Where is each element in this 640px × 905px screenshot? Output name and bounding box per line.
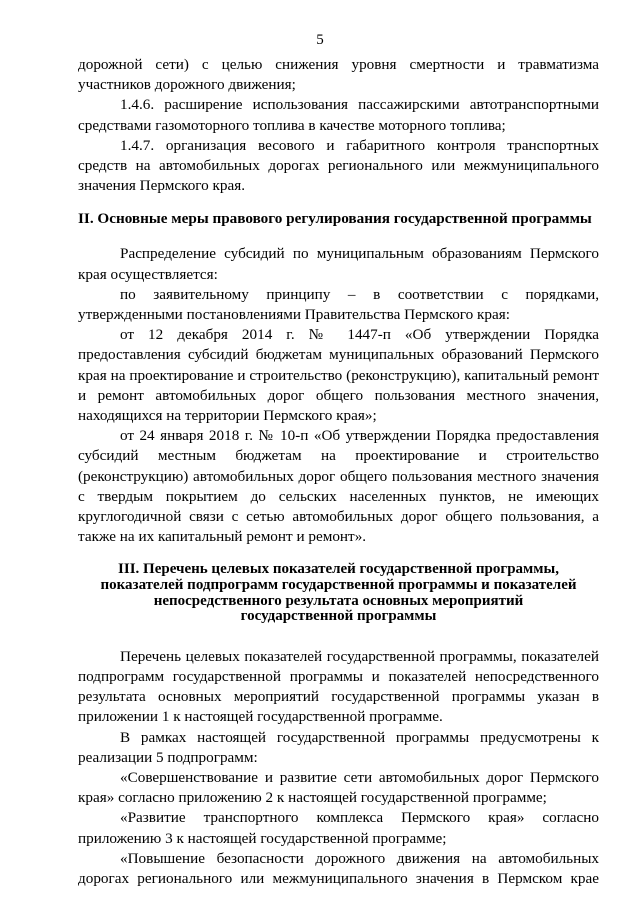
paragraph-subprogram-safety: «Повышение безопасности дорожного движения на автомобильных дорогах регионального или межмуниципального значения в Пермском крае [78, 849, 599, 888]
section-3-heading [78, 562, 599, 624]
page-content [78, 55, 599, 889]
section-2-heading: II. Основные меры правового регулирования государственной программы [78, 210, 592, 228]
section-3-heading-line: непосредственного результата основных мероприятий [153, 592, 524, 609]
paragraph-decree-10: от 24 января 2018 г. № 10-п «Об утверждении Порядка предоставления субсидий местным бюджетам на проектирование и строительство (реконструкцию) автомобильных дорог общего пользования местного значения с твердым покрытием до сельских населенных пунктов, не имеющих круглогодичной связи с сетью автомобильных дорог общего пользования, а также на их капитальный ремонт и ремонт». [78, 427, 599, 546]
section-3-heading-line: государственной программы [240, 608, 437, 625]
paragraph-item-1-4-6: 1.4.6. расширение использования пассажирскими автотранспортными средствами газомоторного топлива в качестве моторного топлива; [78, 96, 599, 134]
paragraph-subsidy-distribution: Распределение субсидий по муниципальным образованиям Пермского края осуществляется: [78, 245, 599, 283]
page-number: 5 [316, 32, 324, 48]
paragraph-continuation: дорожной сети) с целью снижения уровня смертности и травматизма участников дорожного движения; [78, 56, 599, 94]
paragraph-subprograms-intro: В рамках настоящей государственной программы предусмотрены к реализации 5 подпрограмм: [78, 728, 599, 766]
paragraph-decree-1447: от 12 декабря 2014 г. № 1447-п «Об утверждении Порядка предоставления субсидий бюджетам муниципальных образований Пермского края на проектирование и строительство (реконструкцию), капитальный ремонт и ремонт автомобильных дорог общего пользования местного значения, находящихся на территории Пермского края»; [78, 326, 599, 425]
paragraph-subprogram-transport: «Развитие транспортного комплекса Пермского края» согласно приложению 3 к настоящей государственной программе; [78, 809, 599, 847]
paragraph-subprogram-roads: «Совершенствование и развитие сети автомобильных дорог Пермского края» согласно приложению 2 к настоящей государственной программе; [78, 769, 599, 807]
section-3-heading-line: показателей подпрограмм государственной программы и показателей [100, 577, 577, 594]
paragraph-application-principle: по заявительному принципу – в соответствии с порядками, утвержденными постановлениями Правительства Пермского края: [78, 285, 599, 324]
paragraph-indicators-list: Перечень целевых показателей государственной программы, показателей подпрограмм государственной программы и показателей непосредственного результата основных мероприятий государственной программы указан в приложении 1 к настоящей государственной программе. [78, 647, 599, 726]
paragraph-item-1-4-7: 1.4.7. организация весового и габаритного контроля транспортных средств на автомобильных дорогах регионального или межмуниципального значения Пермского края. [78, 136, 599, 195]
section-3-heading-line: III. Перечень целевых показателей государственной программы, [118, 561, 559, 578]
